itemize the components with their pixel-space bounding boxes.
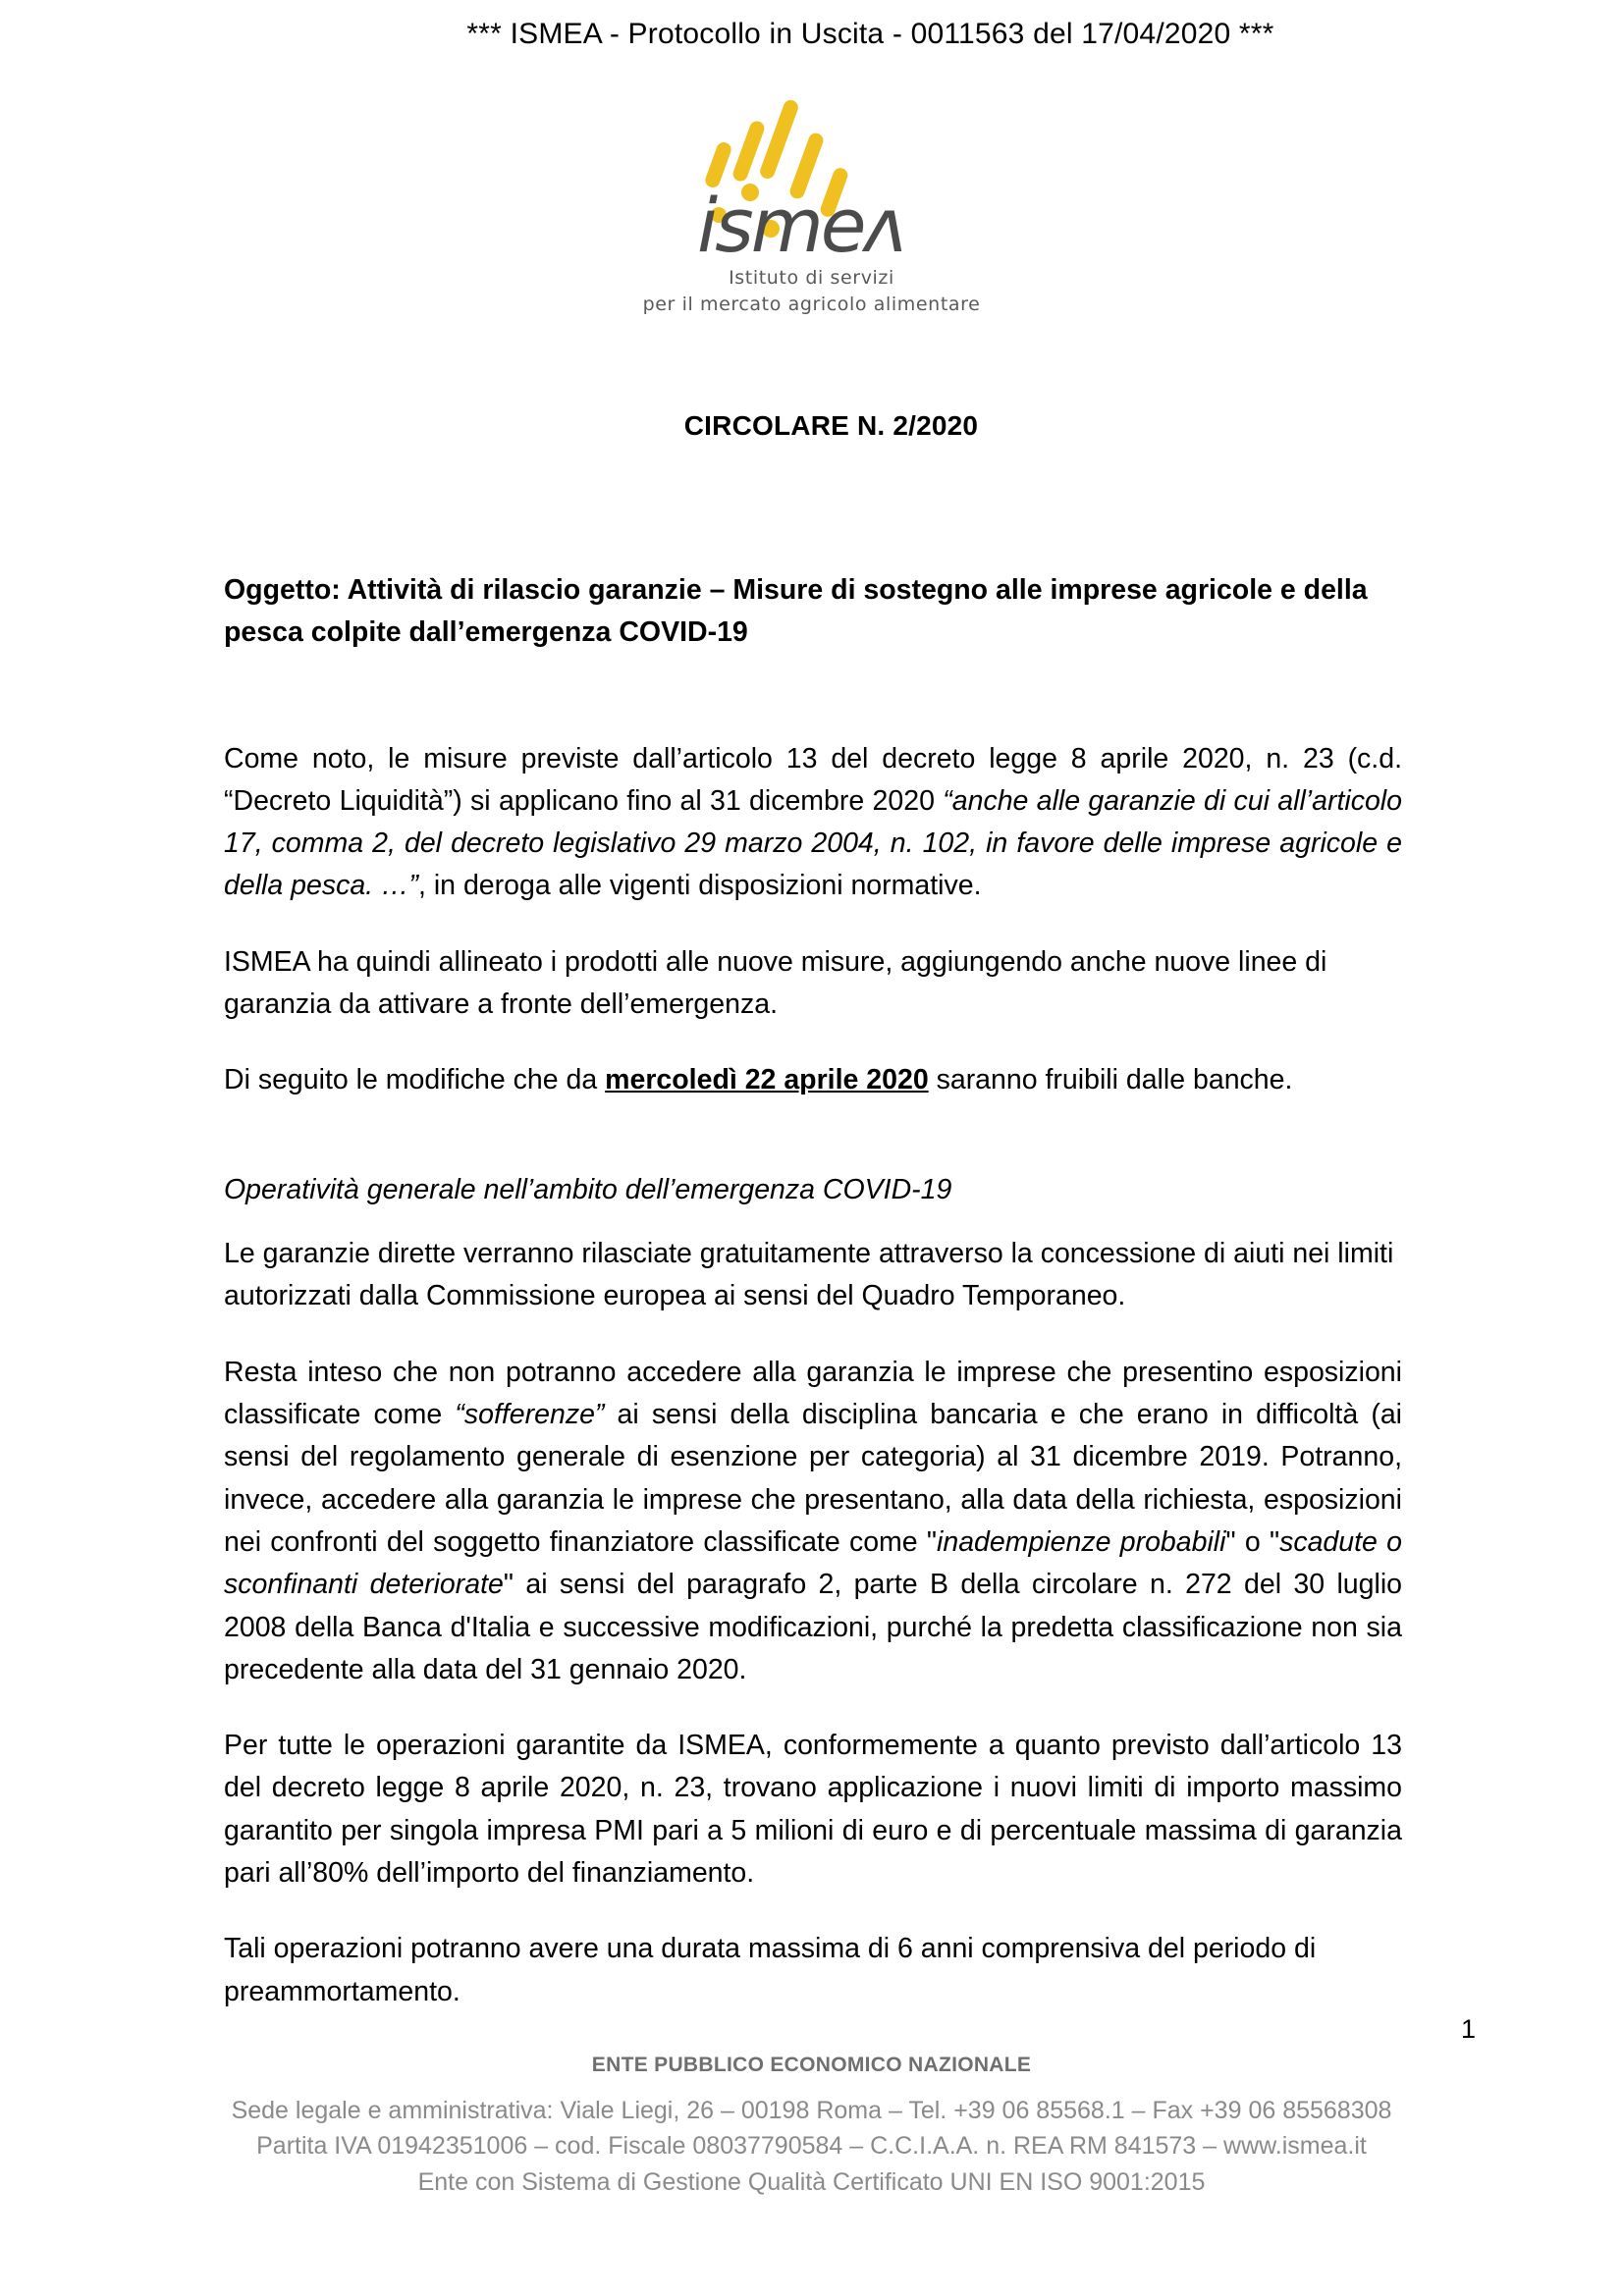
paragraph-5-part-b: ai sensi della disciplina bancaria e che erano in difficoltà (ai sensi del regolamento generale di esenzione per categoria) al 31 dicembre 2019. Potranno, invece, accedere alla garanzia le imprese che presentano, alla data della richiesta, esposizioni nei confronti del soggetto finanziatore classificate come " <box>224 1398 1402 1558</box>
footer-address-line: Sede legale e amministrativa: Viale Liegi, 26 – 00198 Roma – Tel. +39 06 85568.1 – Fax +39 06 85568308 <box>231 2097 1392 2124</box>
protocol-stamp-header: *** ISMEA - Protocollo in Uscita - 0011563 del 17/04/2020 *** <box>466 18 1274 50</box>
logo-tagline-line-1: Istituto di servizi <box>729 267 894 289</box>
paragraph-5-part-c: " o " <box>1225 1525 1280 1558</box>
paragraph-1-part-a: Come noto, le misure previste dall’articolo 13 del decreto legge 8 aprile 2020, n. 23 (c.d. “Decreto Liquidità”) si applicano fino al 31 dicembre 2020 <box>224 742 1402 817</box>
footer-fiscal-line: Partita IVA 01942351006 – cod. Fiscale 08037790584 – C.C.I.A.A. n. REA RM 841573 – www.ismea.it <box>256 2132 1367 2161</box>
paragraph-1-part-b: , in deroga alle vigenti disposizioni normative. <box>418 870 982 902</box>
term-scadute-sconfinanti: scadute o sconfinanti deteriorate <box>224 1525 1402 1601</box>
paragraph-3-part-a: Di seguito le modifiche che da <box>224 1064 606 1096</box>
section-heading-operativita: Operatività generale nell’ambito dell’emergenza COVID-19 <box>224 1173 952 1205</box>
paragraph-5-part-a: Resta inteso che non potranno accedere alla garanzia le imprese che presentino esposizioni classificate come <box>224 1356 1402 1430</box>
paragraph-6: Per tutte le operazioni garantite da ISMEA, conformemente a quanto previsto dall’articolo 13 del decreto legge 8 aprile 2020, n. 23, trovano applicazione i nuovi limiti di importo massimo garantito per singola impresa PMI pari a 5 milioni di euro e di percentuale massima di garanzia pari all’80% dell’importo del finanziamento. <box>224 1730 1402 1890</box>
ismea-logo-tagline <box>643 265 981 318</box>
subject-label: Oggetto: <box>224 574 341 606</box>
logo-tagline-line-2: per il mercato agricolo alimentare <box>642 293 981 315</box>
paragraph-1-quote-italic: “anche alle garanzie di cui all’articolo 17, comma 2, del decreto legislativo 29 marzo 2004, n. 102, in favore delle imprese agricole e della pesca. …” <box>224 784 1402 902</box>
paragraph-7: Tali operazioni potranno avere una durata massima di 6 anni comprensiva del periodo di preammortamento. <box>224 1933 1317 2007</box>
svg-text:ismeʌ: ismeʌ <box>696 182 904 263</box>
circolare-title: CIRCOLARE N. 2/2020 <box>683 410 979 441</box>
paragraph-5-part-d: " ai sensi del paragrafo 2, parte B della circolare n. 272 del 30 luglio 2008 della Banca d'Italia e successive modificazioni, purché la predetta classificazione non sia precedente alla data del 31 gennaio 2020. <box>224 1569 1403 1685</box>
paragraph-2: ISMEA ha quindi allineato i prodotti alle nuove misure, aggiungendo anche nuove linee di garanzia da attivare a fronte dell’emergenza. <box>224 945 1327 1021</box>
footer-certification-line: Ente con Sistema di Gestione Qualità Certificato UNI EN ISO 9001:2015 <box>417 2167 1206 2196</box>
page-number: 1 <box>1460 2014 1476 2044</box>
paragraph-5 <box>224 1352 1402 1692</box>
ismea-logo <box>0 77 1623 318</box>
paragraph-1 <box>224 738 1402 908</box>
term-sofferenze: “sofferenze” <box>455 1398 605 1430</box>
footer-title: ENTE PUBBLICO ECONOMICO NAZIONALE <box>591 2054 1032 2076</box>
subject-line <box>224 569 1402 654</box>
paragraph-4: Le garanzie dirette verranno rilasciate gratuitamente attraverso la concessione di aiuti nei limiti autorizzati dalla Commissione europea ai sensi del Quadro Temporaneo. <box>224 1238 1394 1312</box>
ismea-logo-mark-icon <box>689 77 935 263</box>
document-body <box>224 569 1402 2013</box>
paragraph-3-part-b: saranno fruibili dalle banche. <box>928 1064 1293 1096</box>
term-inadempienze-probabili: inadempienze probabili <box>937 1525 1226 1558</box>
page-footer <box>0 2054 1623 2200</box>
paragraph-3 <box>224 1059 1402 1101</box>
subject-text: Attività di rilascio garanzie – Misure di sostegno alle imprese agricole e della pesca colpite dall’emergenza COVID-19 <box>224 574 1368 648</box>
activation-date-emphasis: mercoledì 22 aprile 2020 <box>605 1064 929 1096</box>
